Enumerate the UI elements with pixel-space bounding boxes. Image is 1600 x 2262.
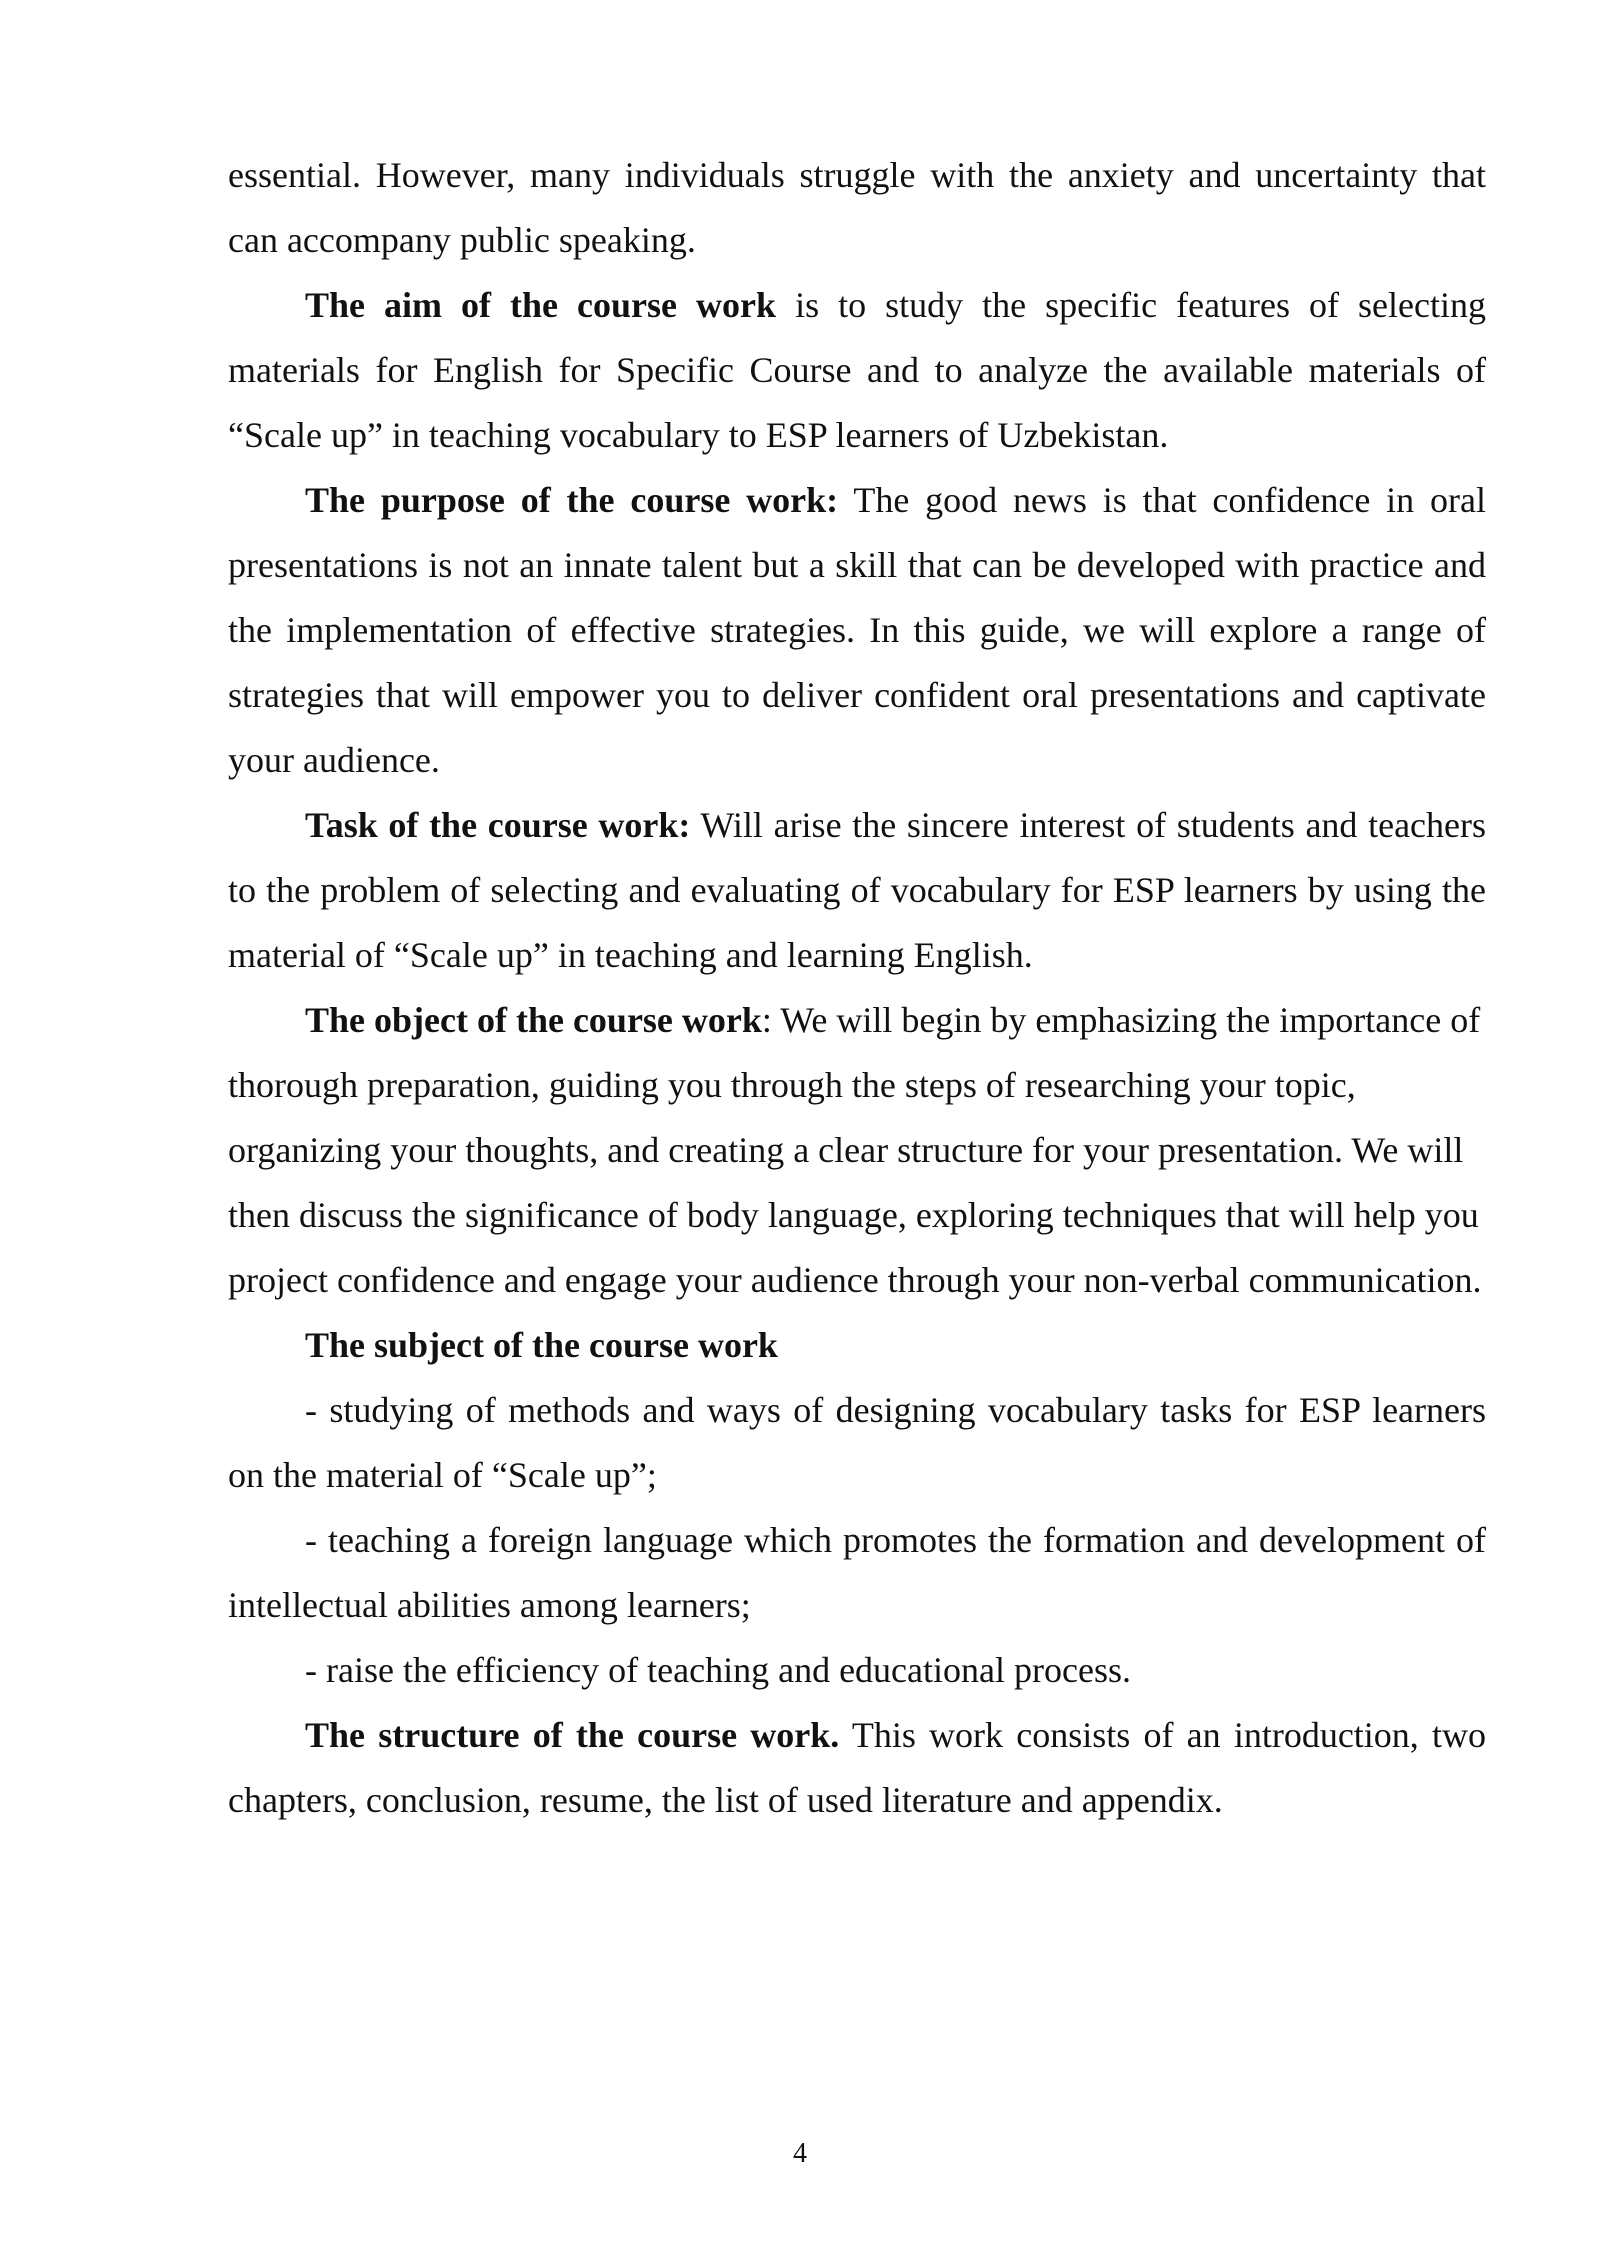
task-paragraph xyxy=(228,793,1486,988)
structure-text: This work consists of an introduction, two chapters, conclusion, resume, the list of used literature and appendix. xyxy=(228,1715,1487,1820)
structure-paragraph xyxy=(228,1703,1486,1833)
subject-item: - raise the efficiency of teaching and educational process. xyxy=(305,1650,1131,1690)
aim-heading: The aim of the course work xyxy=(305,285,777,325)
page-number: 4 xyxy=(793,2138,807,2169)
purpose-text: The good news is that confidence in oral presentations is not an innate talent but a skill that can be developed with practice and the implementation of effective strategies. In this guide, we will explore a range of strategies that will empower you to deliver confident oral presentations and captivate your audience. xyxy=(228,480,1486,780)
aim-text: is to study the specific features of selecting materials for English for Specific Course and to analyze the available materials of “Scale up” in teaching vocabulary to ESP learners of Uzbekistan. xyxy=(228,285,1486,455)
object-text: : We will begin by emphasizing the importance of thorough preparation, guiding you through the steps of researching your topic, organizing your thoughts, and creating a clear structure for your presentation. We will then discuss the significance of body language, exploring techniques that will help you project confidence and engage your audience through your non-verbal communication. xyxy=(228,1000,1482,1300)
structure-heading: The structure of the course work. xyxy=(305,1715,840,1755)
subject-item: - teaching a foreign language which promotes the formation and development of intellectual abilities among learners; xyxy=(228,1520,1486,1625)
task-heading: Task of the course work: xyxy=(305,805,691,845)
subject-heading: The subject of the course work xyxy=(305,1325,778,1365)
document-body xyxy=(228,143,1486,1833)
object-paragraph xyxy=(228,988,1486,1313)
intro-continuation-paragraph: essential. However, many individuals struggle with the anxiety and uncertainty that can accompany public speaking. xyxy=(228,155,1486,260)
purpose-heading: The purpose of the course work: xyxy=(305,480,839,520)
subject-item: - studying of methods and ways of designing vocabulary tasks for ESP learners on the material of “Scale up”; xyxy=(228,1390,1486,1495)
subject-heading-paragraph xyxy=(228,1313,1486,1378)
object-heading: The object of the course work xyxy=(305,1000,762,1040)
purpose-paragraph xyxy=(228,468,1486,793)
aim-paragraph xyxy=(228,273,1486,468)
task-text: Will arise the sincere interest of students and teachers to the problem of selecting and evaluating of vocabulary for ESP learners by using the material of “Scale up” in teaching and learning English. xyxy=(228,805,1487,975)
